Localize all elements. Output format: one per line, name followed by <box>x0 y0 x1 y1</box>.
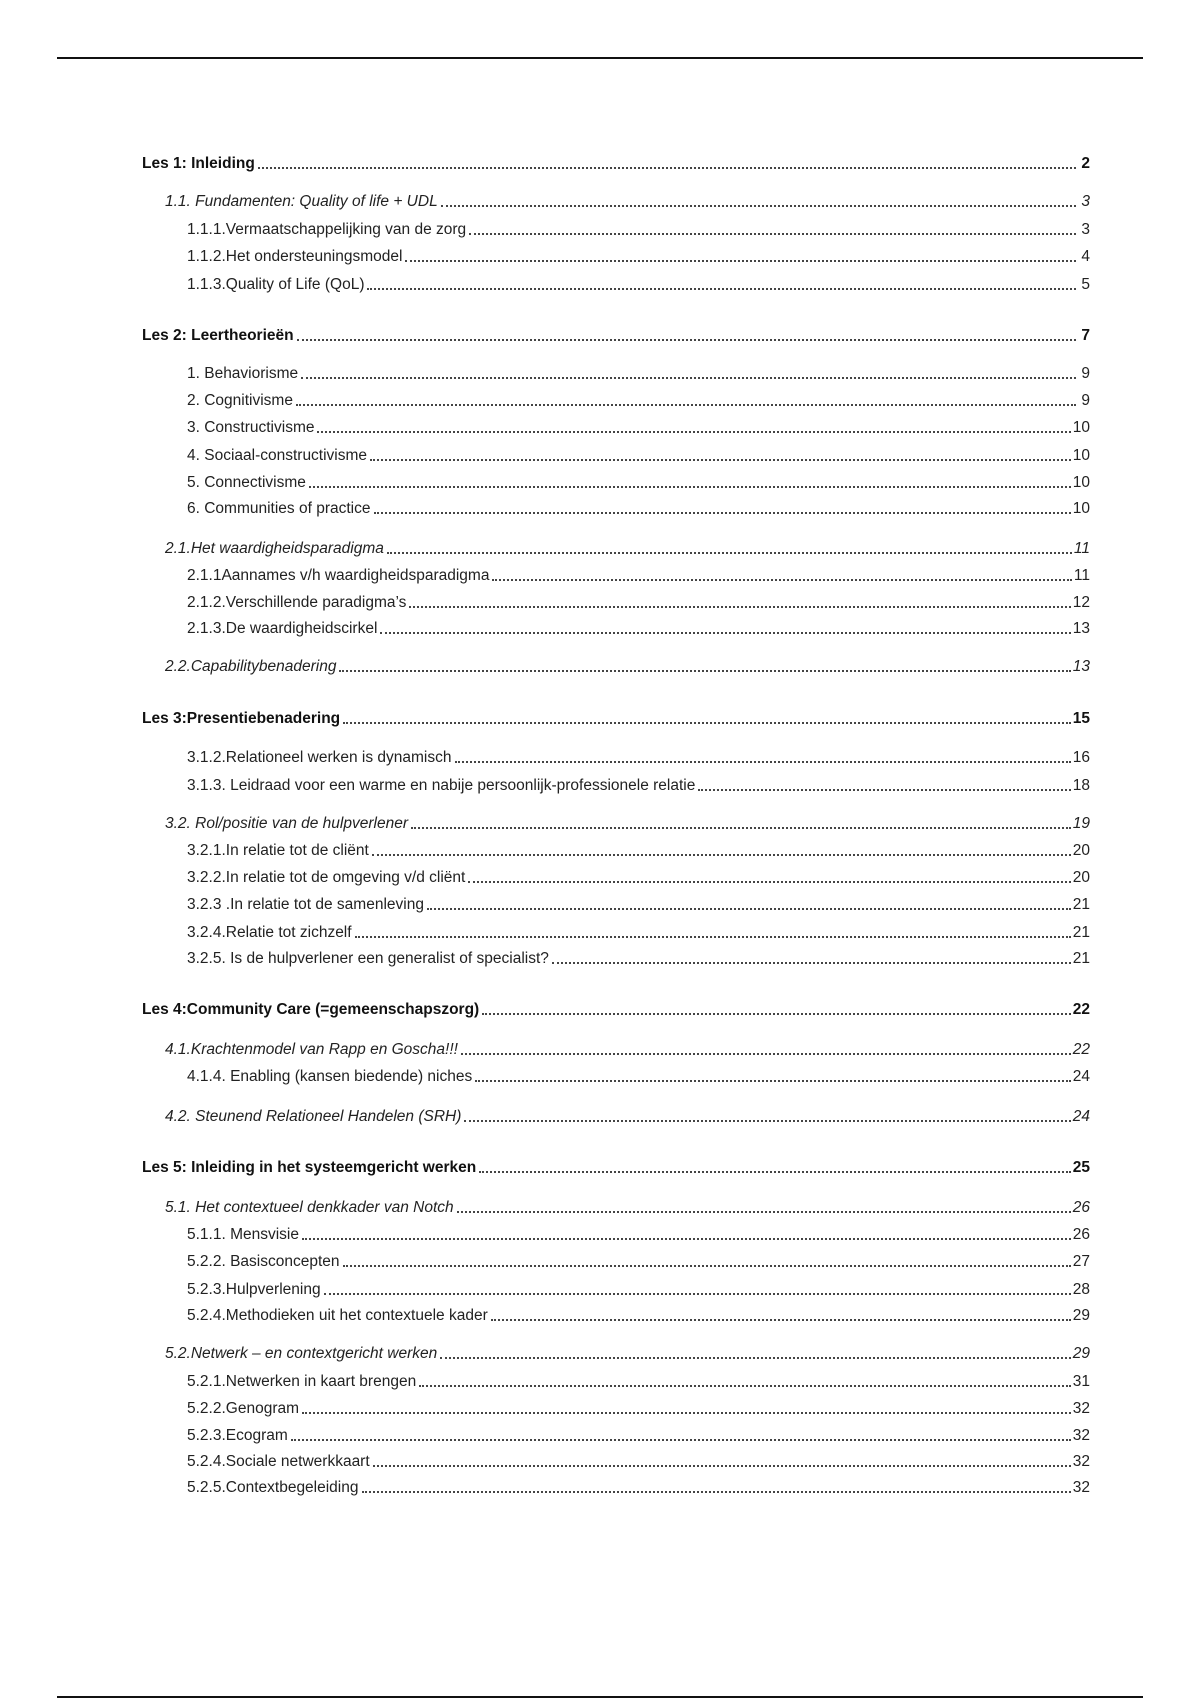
toc-entry-title: 3. Constructivisme <box>187 419 315 436</box>
toc-entry-page-number: 11 <box>1073 567 1090 584</box>
toc-entry-title: 3.2.2.In relatie tot de omgeving v/d cliënt <box>187 869 466 886</box>
toc-entry-page-number: 12 <box>1072 594 1090 611</box>
toc-entry[interactable] <box>142 217 1090 239</box>
toc-entry-page-number: 20 <box>1072 842 1090 859</box>
dot-leader <box>405 260 1076 262</box>
toc-entry-page-number: 19 <box>1072 815 1090 832</box>
toc-entry-title: 5.2.5.Contextbegeleiding <box>187 1479 359 1496</box>
dot-leader <box>475 1080 1071 1082</box>
toc-entry[interactable] <box>142 536 1090 558</box>
dot-leader <box>457 1211 1071 1213</box>
dot-leader <box>427 908 1071 910</box>
toc-entry-page-number: 3 <box>1081 193 1090 210</box>
toc-entry-title: Les 4:Community Care (=gemeenschapszorg) <box>142 1001 480 1018</box>
toc-entry-title: 5.2.2.Genogram <box>187 1400 300 1417</box>
toc-entry[interactable] <box>142 997 1090 1019</box>
toc-entry-title: 3.2.3 .In relatie tot de samenleving <box>187 896 424 913</box>
toc-entry-page-number: 4 <box>1081 248 1090 265</box>
toc-entry-title: 3.2.5. Is de hulpverlener een generalist of specialist? <box>187 950 549 967</box>
toc-entry-title: 5.2.1.Netwerken in kaart brengen <box>187 1373 417 1390</box>
toc-entry-page-number: 27 <box>1072 1253 1090 1270</box>
toc-entry-page-number: 7 <box>1081 327 1090 344</box>
toc-entry[interactable] <box>142 1155 1090 1177</box>
toc-entry-page-number: 2 <box>1081 155 1090 172</box>
toc-entry-page-number: 32 <box>1072 1427 1090 1444</box>
dot-leader <box>468 881 1070 883</box>
dot-leader <box>482 1013 1071 1015</box>
toc-entry-page-number: 21 <box>1072 896 1090 913</box>
toc-entry[interactable] <box>142 811 1090 833</box>
toc-entry-page-number: 24 <box>1072 1068 1090 1085</box>
toc-entry[interactable] <box>142 892 1090 914</box>
dot-leader <box>552 962 1071 964</box>
toc-entry[interactable] <box>142 1222 1090 1244</box>
dot-leader <box>380 632 1070 634</box>
dot-leader <box>409 606 1070 608</box>
toc-entry-title: Les 5: Inleiding in het systeemgericht werken <box>142 1159 477 1176</box>
toc-entry[interactable] <box>142 1037 1090 1059</box>
toc-entry-title: 5.1.1. Mensvisie <box>187 1226 299 1243</box>
toc-entry-page-number: 10 <box>1072 419 1090 436</box>
toc-entry[interactable] <box>142 361 1090 383</box>
toc-entry-page-number: 32 <box>1072 1453 1090 1470</box>
dot-leader <box>387 552 1072 554</box>
toc-entry[interactable] <box>142 1475 1090 1497</box>
toc-entry[interactable] <box>142 773 1090 795</box>
dot-leader <box>362 1491 1071 1493</box>
toc-entry-title: 3.2.1.In relatie tot de cliënt <box>187 842 369 859</box>
toc-entry-title: 1.1.1.Vermaatschappelijking van de zorg <box>187 221 467 238</box>
toc-entry[interactable] <box>142 1249 1090 1271</box>
dot-leader <box>297 339 1076 341</box>
toc-entry[interactable] <box>142 1277 1090 1299</box>
toc-entry[interactable] <box>142 838 1090 860</box>
dot-leader <box>302 1412 1071 1414</box>
toc-entry-title: 4.2. Steunend Relationeel Handelen (SRH) <box>165 1108 462 1125</box>
toc-entry-title: 1.1.3.Quality of Life (QoL) <box>187 276 365 293</box>
footer-rule <box>57 1696 1143 1698</box>
toc-entry-title: 2. Cognitivisme <box>187 392 293 409</box>
toc-entry-page-number: 9 <box>1081 365 1090 382</box>
toc-entry[interactable] <box>142 616 1090 638</box>
dot-leader <box>419 1385 1071 1387</box>
dot-leader <box>258 167 1076 169</box>
toc-entry-page-number: 13 <box>1072 658 1090 675</box>
toc-entry-page-number: 11 <box>1073 540 1090 557</box>
toc-entry-title: 6. Communities of practice <box>187 500 371 517</box>
toc-entry[interactable] <box>142 920 1090 942</box>
dot-leader <box>479 1171 1071 1173</box>
toc-entry-title: 3.2. Rol/positie van de hulpverlener <box>165 815 408 832</box>
toc-entry-title: 2.1.3.De waardigheidscirkel <box>187 620 378 637</box>
toc-entry-title: 4.1.Krachtenmodel van Rapp en Goscha!!! <box>165 1041 458 1058</box>
dot-leader <box>373 1465 1071 1467</box>
toc-entry-title: 4.1.4. Enabling (kansen biedende) niches <box>187 1068 473 1085</box>
toc-entry-title: 2.2.Capabilitybenadering <box>165 658 337 675</box>
dot-leader <box>367 288 1076 290</box>
dot-leader <box>301 377 1076 379</box>
toc-entry[interactable] <box>142 1396 1090 1418</box>
toc-entry-page-number: 26 <box>1072 1199 1090 1216</box>
dot-leader <box>461 1053 1071 1055</box>
dot-leader <box>317 431 1070 433</box>
dot-leader <box>324 1293 1071 1295</box>
toc-entry[interactable] <box>142 654 1090 676</box>
toc-entry-title: 5.2.4.Methodieken uit het contextuele kader <box>187 1307 488 1324</box>
toc-entry-title: 3.1.2.Relationeel werken is dynamisch <box>187 749 452 766</box>
toc-entry-page-number: 10 <box>1072 500 1090 517</box>
toc-entry-title: 5.1. Het contextueel denkkader van Notch <box>165 1199 454 1216</box>
toc-entry-page-number: 18 <box>1072 777 1090 794</box>
toc-entry-page-number: 32 <box>1072 1479 1090 1496</box>
dot-leader <box>339 670 1070 672</box>
toc-entry-page-number: 31 <box>1072 1373 1090 1390</box>
toc-entry-page-number: 10 <box>1072 447 1090 464</box>
toc-entry[interactable] <box>142 946 1090 968</box>
dot-leader <box>491 1319 1071 1321</box>
toc-entry-title: 3.2.4.Relatie tot zichzelf <box>187 924 352 941</box>
toc-entry[interactable] <box>142 1303 1090 1325</box>
dot-leader <box>374 512 1071 514</box>
dot-leader <box>469 233 1076 235</box>
toc-entry[interactable] <box>142 388 1090 410</box>
toc-entry-page-number: 20 <box>1072 869 1090 886</box>
toc-entry-page-number: 28 <box>1072 1281 1090 1298</box>
dot-leader <box>455 761 1071 763</box>
toc-entry-page-number: 16 <box>1072 749 1090 766</box>
toc-entry[interactable] <box>142 415 1090 437</box>
dot-leader <box>296 404 1076 406</box>
toc-entry[interactable] <box>142 563 1090 585</box>
toc-entry[interactable] <box>142 470 1090 492</box>
toc-entry[interactable] <box>142 1341 1090 1363</box>
toc-entry-page-number: 22 <box>1072 1001 1090 1018</box>
toc-entry-page-number: 9 <box>1081 392 1090 409</box>
toc-entry-page-number: 21 <box>1072 950 1090 967</box>
dot-leader <box>355 936 1071 938</box>
toc-entry-page-number: 29 <box>1072 1345 1090 1362</box>
toc-entry-title: 5.2.3.Ecogram <box>187 1427 288 1444</box>
toc-entry-title: 2.1.1Aannames v/h waardigheidsparadigma <box>187 567 490 584</box>
toc-entry-title: 2.1.2.Verschillende paradigma’s <box>187 594 407 611</box>
toc-entry-title: Les 2: Leertheorieën <box>142 327 294 344</box>
toc-entry[interactable] <box>142 590 1090 612</box>
toc-entry[interactable] <box>142 865 1090 887</box>
dot-leader <box>372 854 1071 856</box>
toc-entry-page-number: 5 <box>1081 276 1090 293</box>
toc-entry-title: 2.1.Het waardigheidsparadigma <box>165 540 384 557</box>
dot-leader <box>302 1238 1071 1240</box>
toc-entry-title: Les 1: Inleiding <box>142 155 255 172</box>
toc-entry-title: 5.2.4.Sociale netwerkkaart <box>187 1453 370 1470</box>
toc-entry[interactable] <box>142 706 1090 728</box>
toc-entry-page-number: 32 <box>1072 1400 1090 1417</box>
dot-leader <box>343 722 1071 724</box>
toc-entry-title: 5. Connectivisme <box>187 474 306 491</box>
toc-entry-page-number: 10 <box>1072 474 1090 491</box>
toc-entry-title: 1.1. Fundamenten: Quality of life + UDL <box>165 193 438 210</box>
dot-leader <box>698 789 1070 791</box>
toc-entry[interactable] <box>142 244 1090 266</box>
toc-entry[interactable] <box>142 1449 1090 1471</box>
dot-leader <box>343 1265 1071 1267</box>
toc-entry-page-number: 26 <box>1072 1226 1090 1243</box>
dot-leader <box>309 486 1071 488</box>
toc-entry[interactable] <box>142 189 1090 211</box>
toc-entry[interactable] <box>142 1195 1090 1217</box>
toc-entry-title: 1.1.2.Het ondersteuningsmodel <box>187 248 403 265</box>
toc-entry[interactable] <box>142 1064 1090 1086</box>
toc-entry[interactable] <box>142 1369 1090 1391</box>
toc-entry[interactable] <box>142 1104 1090 1126</box>
toc-entry-page-number: 3 <box>1081 221 1090 238</box>
toc-entry-page-number: 13 <box>1072 620 1090 637</box>
toc-entry[interactable] <box>142 272 1090 294</box>
dot-leader <box>370 459 1071 461</box>
dot-leader <box>411 827 1071 829</box>
toc-entry-title: 5.2.Netwerk – en contextgericht werken <box>165 1345 438 1362</box>
toc-entry[interactable] <box>142 323 1090 345</box>
toc-entry-page-number: 29 <box>1072 1307 1090 1324</box>
toc-entry-title: Les 3:Presentiebenadering <box>142 710 341 727</box>
toc-entry[interactable] <box>142 151 1090 173</box>
toc-entry-title: 4. Sociaal-constructivisme <box>187 447 368 464</box>
toc-entry-page-number: 24 <box>1072 1108 1090 1125</box>
toc-entry-page-number: 21 <box>1072 924 1090 941</box>
dot-leader <box>464 1120 1070 1122</box>
toc-entry-title: 3.1.3. Leidraad voor een warme en nabije persoonlijk-professionele relatie <box>187 777 696 794</box>
toc-entry-title: 5.2.2. Basisconcepten <box>187 1253 340 1270</box>
toc-entry-title: 5.2.3.Hulpverlening <box>187 1281 321 1298</box>
table-of-contents <box>142 0 1090 1700</box>
toc-entry-title: 1. Behaviorisme <box>187 365 299 382</box>
toc-entry-page-number: 22 <box>1072 1041 1090 1058</box>
dot-leader <box>441 205 1076 207</box>
dot-leader <box>492 579 1071 581</box>
toc-entry[interactable] <box>142 745 1090 767</box>
dot-leader <box>291 1439 1071 1441</box>
toc-entry[interactable] <box>142 443 1090 465</box>
toc-entry-page-number: 25 <box>1072 1159 1090 1176</box>
toc-entry-page-number: 15 <box>1072 710 1090 727</box>
toc-entry[interactable] <box>142 1423 1090 1445</box>
toc-entry[interactable] <box>142 496 1090 518</box>
dot-leader <box>440 1357 1071 1359</box>
